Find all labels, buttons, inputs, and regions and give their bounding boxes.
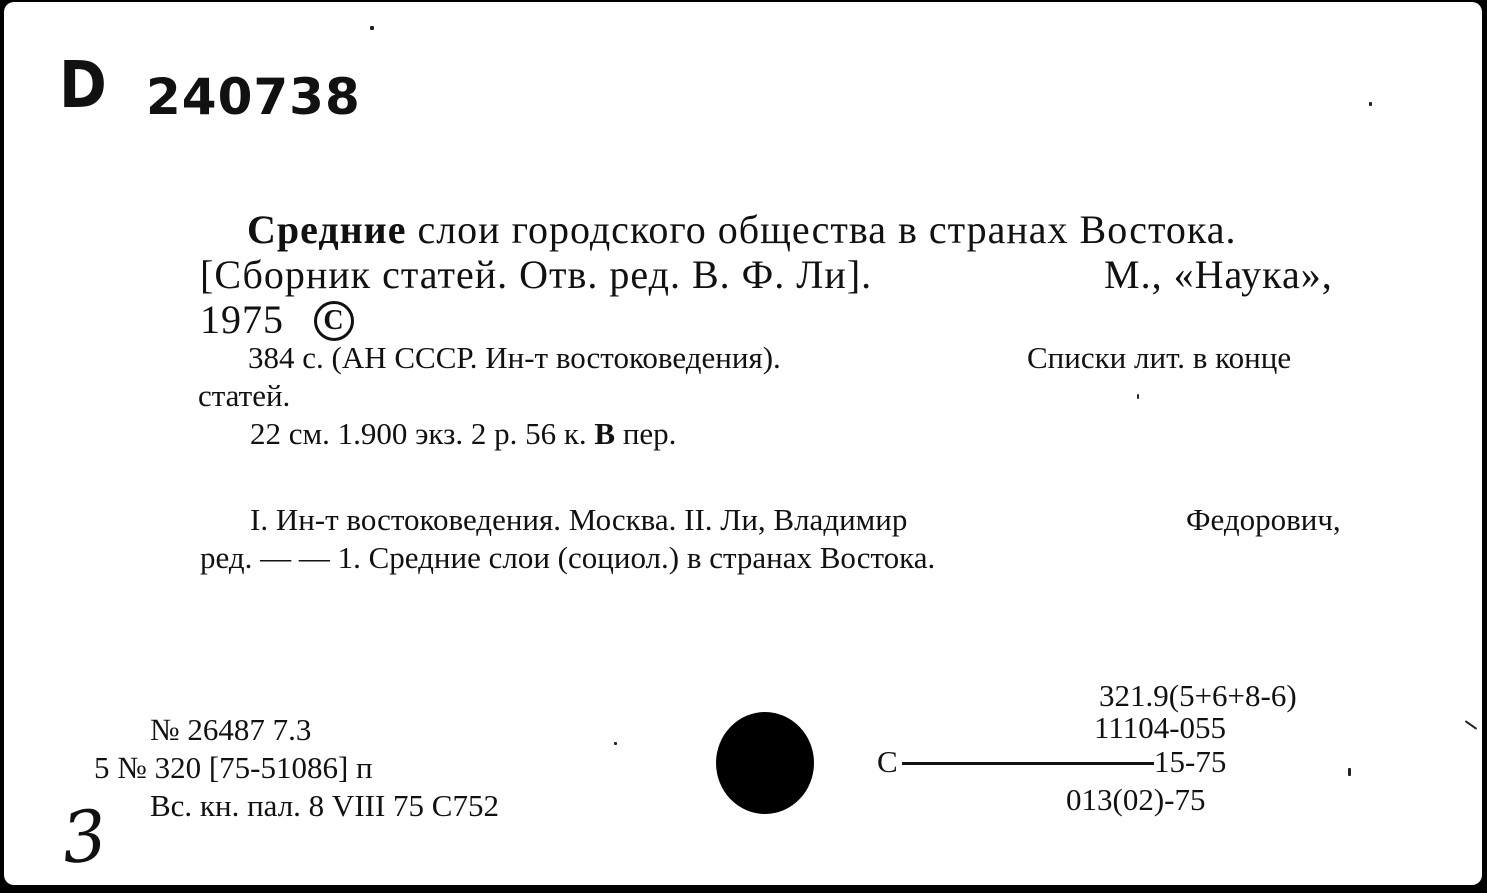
pages-line: 384 с. (АН СССР. Ин-т востоковедения). xyxy=(248,340,781,375)
handwritten-number: 240738 xyxy=(146,68,361,126)
index-line-2: ред. — — 1. Средние слои (социол.) в странах Востока. xyxy=(200,540,936,575)
speck xyxy=(614,742,617,745)
year: 1975 xyxy=(200,297,284,342)
index-line-1: I. Ин-т востоковедения. Москва. II. Ли, Владимир xyxy=(250,502,908,537)
handwritten-digit: 3 xyxy=(57,793,111,881)
speck xyxy=(1465,720,1478,730)
code-1: 11104-055 xyxy=(1094,710,1227,745)
binding-bold: В xyxy=(594,416,616,451)
order-number: № 26487 7.3 xyxy=(150,712,312,747)
handwritten-letter: D xyxy=(59,49,107,123)
year-line xyxy=(200,297,354,342)
udc-code: 321.9(5+6+8-6) xyxy=(1099,678,1297,713)
title-line xyxy=(247,207,1237,252)
binding-rest: пер. xyxy=(615,416,677,451)
speck xyxy=(1137,394,1139,399)
code-letter: С xyxy=(877,744,898,779)
code-2: 15-75 xyxy=(1154,744,1227,779)
collection-info: [Сборник статей. Отв. ред. В. Ф. Ли]. xyxy=(200,252,873,297)
title-rest: слои городского общества в странах Востока. xyxy=(406,207,1237,252)
copyright-icon: C xyxy=(314,301,354,341)
title-bold: Средние xyxy=(247,207,407,252)
print-number: 5 № 320 [75-51086] п xyxy=(94,750,373,785)
publisher-info: М., «Наука», xyxy=(1104,252,1333,297)
catalog-card xyxy=(4,2,1482,885)
bibliography-note-cont: статей. xyxy=(198,378,291,413)
code-3: 013(02)-75 xyxy=(1066,782,1206,817)
print-info: Вс. кн. пал. 8 VIII 75 С752 xyxy=(150,788,499,823)
size-price: 22 см. 1.900 экз. 2 р. 56 к. xyxy=(250,416,595,451)
punch-hole xyxy=(716,712,814,814)
code-rule xyxy=(902,762,1154,765)
speck xyxy=(1348,768,1351,776)
size-price-line xyxy=(250,418,676,449)
index-line-1-right: Федорович, xyxy=(1186,502,1341,537)
speck xyxy=(1369,102,1372,106)
bibliography-note: Списки лит. в конце xyxy=(1027,340,1292,375)
speck xyxy=(370,26,374,30)
